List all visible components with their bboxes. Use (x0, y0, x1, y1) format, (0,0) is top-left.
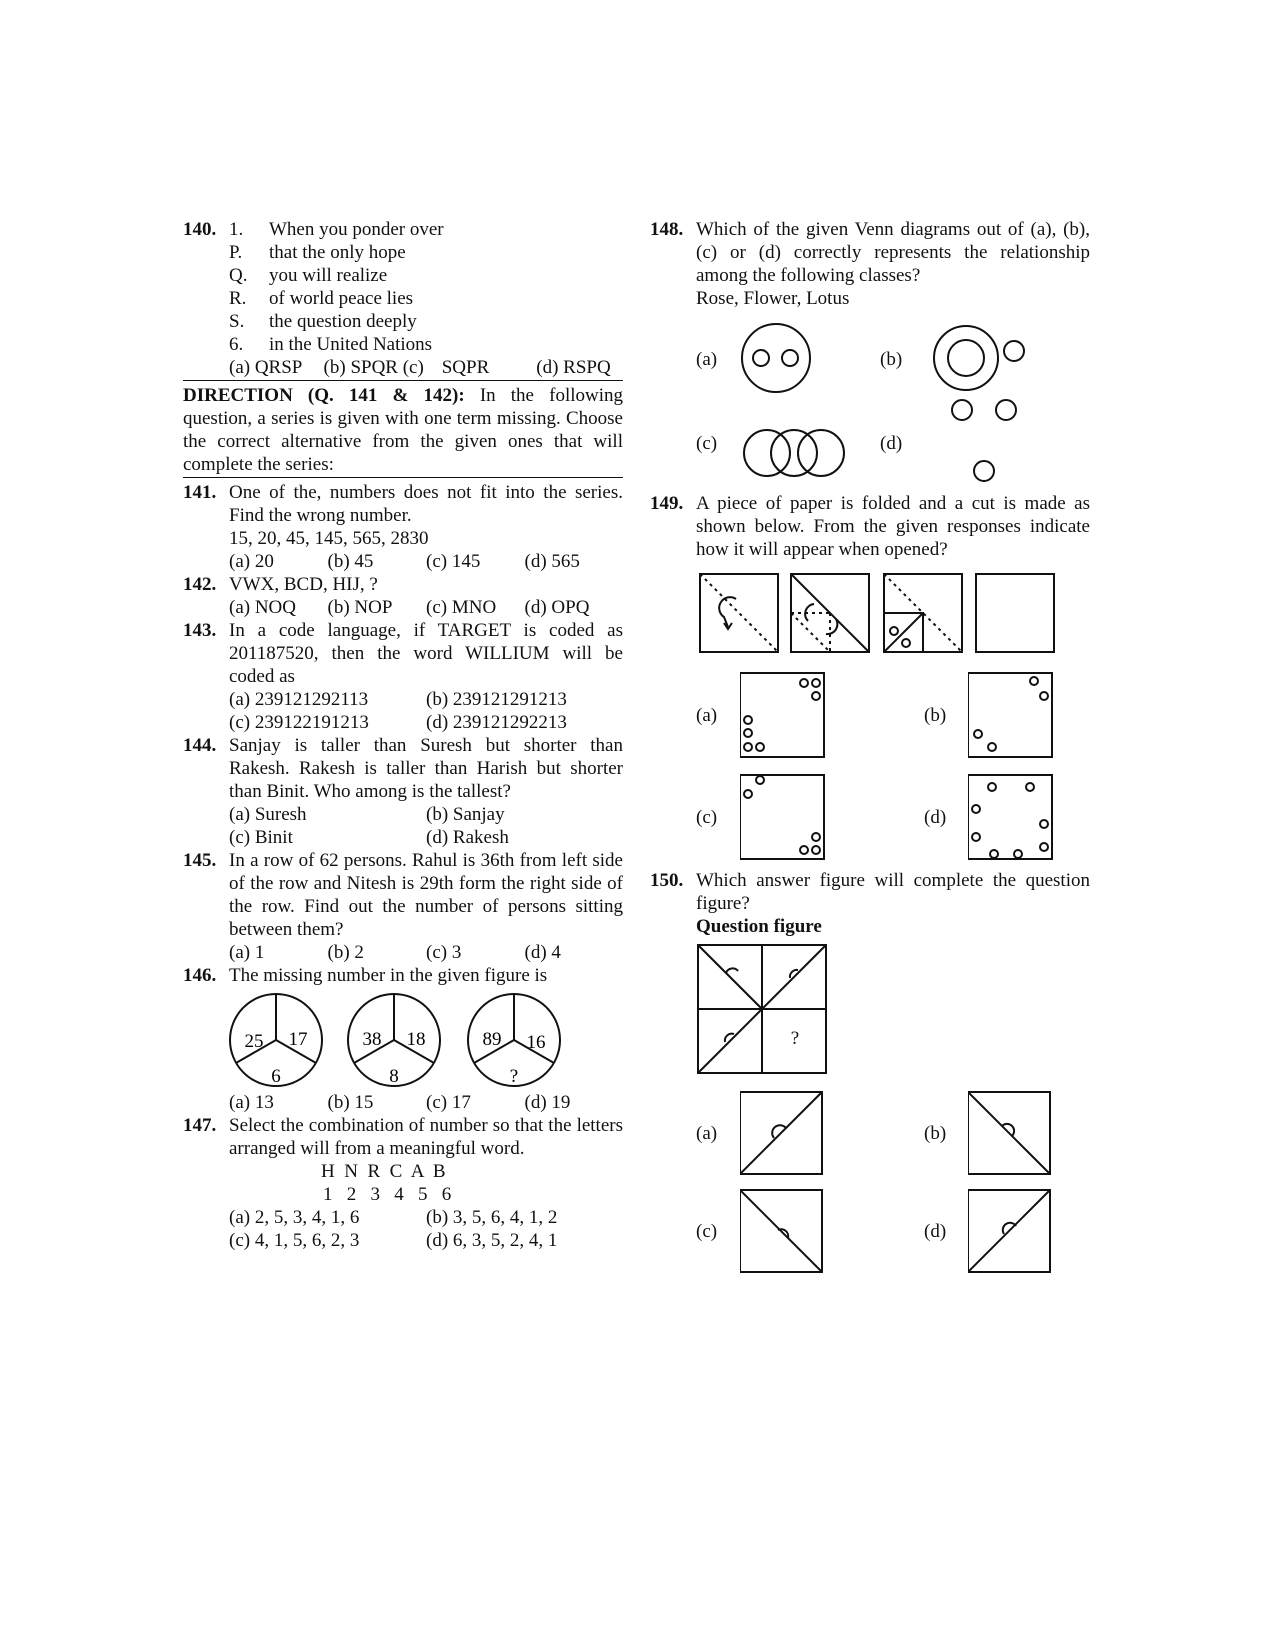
sentence-part (229, 287, 623, 310)
option[interactable]: (d) 19 (524, 1092, 571, 1113)
option[interactable]: (d) 4 (524, 942, 561, 963)
venn-diagram-b[interactable] (924, 320, 1044, 398)
question-142 (183, 573, 623, 619)
blank-box (976, 574, 1054, 652)
answer-row (696, 769, 1090, 865)
option[interactable]: (b) 3, 5, 6, 4, 1, 2 (426, 1207, 558, 1228)
question-number: 148. (650, 219, 684, 240)
options (229, 941, 623, 964)
direction-text: In the following question, a series is given with one term missing. Choose the correct alternative from the given ones that will complete the series: (183, 385, 623, 475)
option-label[interactable]: (a) (696, 1122, 718, 1144)
option[interactable]: (c) MNO (426, 597, 497, 618)
option[interactable]: (d) 565 (524, 551, 580, 572)
question-figure (696, 942, 836, 1078)
sentence-part (229, 310, 623, 333)
question-number: 142. (183, 574, 217, 595)
circle-value: 17 (288, 1029, 308, 1050)
options (229, 356, 623, 379)
circle-value: 8 (389, 1066, 399, 1087)
sentence-part (229, 333, 623, 356)
part-text: the question deeply (269, 311, 417, 332)
question-text: Select the combination of number so that the letters arranged will from a meaningful word. (229, 1115, 623, 1159)
question-150 (650, 869, 1090, 1276)
answer-row (696, 1088, 1090, 1178)
option[interactable]: (d) 239121292213 (426, 712, 567, 733)
option-label[interactable]: (b) (880, 348, 903, 370)
question-number: 150. (650, 870, 684, 891)
part-key: S. (229, 311, 245, 332)
direction-block (183, 384, 623, 476)
part-key: 6. (229, 334, 244, 355)
subheading: Question figure (696, 916, 822, 937)
question-number: 145. (183, 850, 217, 871)
number-circle (230, 994, 322, 1087)
left-column (183, 218, 623, 1252)
question-number: 140. (183, 219, 217, 240)
sentence-part (229, 218, 623, 241)
option[interactable]: (a) Suresh (229, 804, 307, 825)
question-text: Sanjay is taller than Suresh but shorter than Rakesh. Rakesh is taller than Harish but shorter than Binit. Who among is the tallest? (229, 735, 623, 802)
options (229, 688, 623, 734)
option[interactable]: (a) 1 (229, 942, 265, 963)
option[interactable]: (a) 20 (229, 551, 274, 572)
option[interactable]: SQPR (441, 357, 490, 378)
options (229, 803, 623, 849)
question-148 (650, 218, 1090, 488)
option[interactable]: (b) 45 (327, 551, 374, 572)
option[interactable]: (b) SPQR (c) (323, 357, 424, 378)
option[interactable]: (b) Sanjay (426, 804, 505, 825)
answer-row (696, 1186, 1090, 1276)
option[interactable]: (c) Binit (229, 827, 293, 848)
option[interactable]: (d) 6, 3, 5, 2, 4, 1 (426, 1230, 558, 1251)
option[interactable]: (c) 3 (426, 942, 462, 963)
option[interactable]: (c) 145 (426, 551, 481, 572)
part-text: you will realize (269, 265, 388, 286)
option-label[interactable]: (b) (924, 704, 947, 726)
option[interactable]: (c) 17 (426, 1092, 471, 1113)
question-140 (183, 218, 623, 379)
option[interactable]: (b) 15 (327, 1092, 374, 1113)
option-label[interactable]: (a) (696, 704, 718, 726)
answer-figure-c[interactable] (740, 772, 924, 862)
options (229, 596, 623, 619)
venn-options-row (696, 320, 1090, 398)
question-141 (183, 481, 623, 573)
part-text: that the only hope (269, 242, 406, 263)
question-145 (183, 849, 623, 964)
letters-row: H N R C A B (321, 1161, 446, 1182)
sentence-part (229, 241, 623, 264)
question-number: 141. (183, 482, 217, 503)
number-circle (468, 994, 560, 1087)
sentence-part (229, 264, 623, 287)
options (229, 550, 623, 573)
option[interactable]: (a) 2, 5, 3, 4, 1, 6 (229, 1207, 360, 1228)
question-number: 146. (183, 965, 217, 986)
numbers-row: 1 2 3 4 5 6 (323, 1184, 452, 1205)
option[interactable]: (c) 4, 1, 5, 6, 2, 3 (229, 1230, 360, 1251)
folding-sequence-figure (696, 569, 1066, 659)
circle-value: 18 (406, 1029, 426, 1050)
question-144 (183, 734, 623, 849)
answer-row (696, 667, 1090, 763)
question-number: 147. (183, 1115, 217, 1136)
question-149 (650, 492, 1090, 865)
question-number: 143. (183, 620, 217, 641)
option[interactable]: (c) 239122191213 (229, 712, 369, 733)
option[interactable]: (d) RSPQ (536, 357, 611, 378)
options (229, 1206, 623, 1252)
part-key: Q. (229, 265, 248, 286)
question-text: In a row of 62 persons. Rahul is 36th from left side of the row and Nitesh is 29th form the right side of the row. Find out the number of persons sitting between them? (229, 850, 623, 940)
option-label[interactable]: (c) (696, 806, 718, 828)
divider (183, 380, 623, 381)
options (229, 1091, 623, 1114)
circle-value: 89 (482, 1029, 502, 1050)
answer-figure-c[interactable] (740, 1188, 924, 1274)
direction-heading: DIRECTION (Q. 141 & 142): (183, 385, 465, 406)
missing-mark: ? (790, 1028, 800, 1049)
option[interactable]: (a) NOQ (229, 597, 297, 618)
part-key: R. (229, 288, 247, 309)
question-147 (183, 1114, 623, 1252)
number-circles-figure (229, 987, 619, 1091)
question-text: Which answer figure will complete the question figure? (696, 870, 1090, 914)
answer-figure-b[interactable] (968, 1090, 1068, 1176)
fold-line (700, 574, 778, 652)
circle-value: 16 (526, 1032, 546, 1053)
fold-arrow (719, 597, 736, 627)
option[interactable]: (a) QRSP (229, 357, 303, 378)
option-label[interactable]: (c) (696, 432, 718, 454)
number-circle (348, 994, 440, 1087)
answer-figure-b[interactable] (968, 670, 1068, 760)
option[interactable]: (d) OPQ (524, 597, 590, 618)
venn-diagram-a[interactable] (740, 320, 880, 398)
answer-figure-d[interactable] (968, 1188, 1068, 1274)
question-number: 149. (650, 493, 684, 514)
circle-value: 38 (362, 1029, 382, 1050)
part-text: in the United Nations (269, 334, 433, 355)
circle-value: 25 (244, 1031, 264, 1052)
venn-diagram-c[interactable] (740, 398, 880, 488)
option-label[interactable]: (d) (924, 806, 947, 828)
part-key: P. (229, 242, 243, 263)
venn-options-row (696, 398, 1090, 488)
option-label[interactable]: (a) (696, 348, 718, 370)
option-label[interactable]: (c) (696, 1220, 718, 1242)
question-text: One of the, numbers does not fit into the series. Find the wrong number. (229, 482, 623, 526)
right-column (650, 218, 1090, 1276)
question-146 (183, 964, 623, 1114)
question-number: 144. (183, 735, 217, 756)
part-text: of world peace lies (269, 288, 414, 309)
classes-list: Rose, Flower, Lotus (696, 288, 850, 309)
circle-value: 6 (271, 1066, 281, 1087)
question-text: VWX, BCD, HIJ, ? (229, 574, 378, 595)
question-text: Which of the given Venn diagrams out of (a), (b), (c) or (d) correctly represents the relationship among the following classes? (696, 219, 1090, 286)
option[interactable]: (a) 239121292113 (229, 689, 369, 710)
option[interactable]: (b) 239121291213 (426, 689, 567, 710)
question-text: In a code language, if TARGET is coded as 201187520, then the word WILLIUM will be coded as (229, 620, 623, 687)
part-text: When you ponder over (269, 219, 444, 240)
option-label[interactable]: (d) (924, 1220, 947, 1242)
option-label[interactable]: (d) (880, 432, 903, 454)
answer-figure-d[interactable] (968, 772, 1068, 862)
answer-figure-a[interactable] (740, 670, 924, 760)
divider (183, 477, 623, 478)
option[interactable]: (b) 2 (327, 942, 364, 963)
answer-figure-a[interactable] (740, 1090, 924, 1176)
option[interactable]: (b) NOP (327, 597, 393, 618)
option[interactable]: (d) Rakesh (426, 827, 509, 848)
option[interactable]: (a) 13 (229, 1092, 274, 1113)
series: 15, 20, 45, 145, 565, 2830 (229, 528, 429, 549)
venn-diagram-d[interactable] (924, 398, 1044, 488)
circle-value: ? (509, 1066, 519, 1087)
question-text: A piece of paper is folded and a cut is made as shown below. From the given responses indicate how it will appear when opened? (696, 493, 1090, 560)
question-text: The missing number in the given figure is (229, 965, 548, 986)
part-key: 1. (229, 219, 244, 240)
question-143 (183, 619, 623, 734)
option-label[interactable]: (b) (924, 1122, 947, 1144)
